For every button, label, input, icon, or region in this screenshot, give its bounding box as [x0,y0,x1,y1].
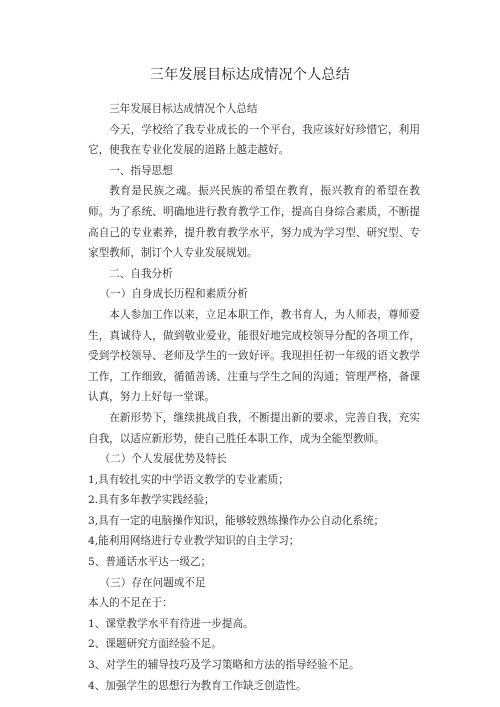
growth-history-paragraph: 本人参加工作以来，立足本职工作，教书育人，为人师表，尊师爱生，真诚待人，做到敬业爱业，能很好地完成校领导分配的各项工作，受到学校领导、老师及学生的一致好评。我现担任初一年级的语文教学工作，工作细致，循循善诱、注重与学生之间的沟通；管理严格，备课认真，努力上好每一堂课。 [88,308,420,404]
intro-paragraph: 今天，学校给了我专业成长的一个平台，我应该好好珍惜它，利用它，使我在专业化发展的道路上越走越好。 [88,123,420,157]
list-item: 1、课堂教学水平有待进一步提高。 [88,617,254,630]
guiding-thought-paragraph: 教育是民族之魂。振兴民族的希望在教育，振兴教育的希望在教师。为了系统、明确地进行教育教学工作，提高自身综合素质，不断提高自己的专业素养，提升教育教学水平，努力成为学习型、研究型、专家型教师，制订个人专业发展规划。 [88,185,420,260]
list-item: 4、加强学生的思想行为教育工作缺乏创造性。 [88,679,307,692]
list-item: 5、普通话水平达一级乙； [88,556,212,569]
body-heading: 三年发展目标达成情况个人总结 [109,103,258,115]
list-item: 2、课题研究方面经验不足。 [88,638,222,651]
section-heading-self-analysis: 二、自我分析 [109,267,173,280]
subheading-strengths: （二）个人发展优势及特长 [99,453,227,466]
problems-intro: 本人的不足在于： [88,597,173,610]
document-body [88,99,420,696]
list-item: 3、对学生的辅导技巧及学习策略和方法的指导经验不足。 [88,659,360,672]
section-heading-guiding-thought: 一、指导思想 [109,164,173,177]
subheading-problems: （三）存在问题或不足 [99,576,206,589]
document-title: 三年发展目标达成情况个人总结 [149,67,351,83]
new-situation-paragraph: 在新形势下，继续挑战自我，不断提出新的要求，完善自我，充实自我，以适应新形势，使自己胜任本职工作，成为全能型教师。 [88,411,420,445]
list-item: 1,具有较扎实的中学语文教学的专业素质； [88,473,289,486]
list-item: 3,具有一定的电脑操作知识，能够较熟练操作办公自动化系统； [88,514,385,527]
list-item: 4,能利用网络进行专业教学知识的自主学习； [88,535,300,548]
list-item: 2.具有多年教学实践经验； [88,494,215,507]
subheading-growth-history: （一）自身成长历程和素质分析 [99,288,248,301]
